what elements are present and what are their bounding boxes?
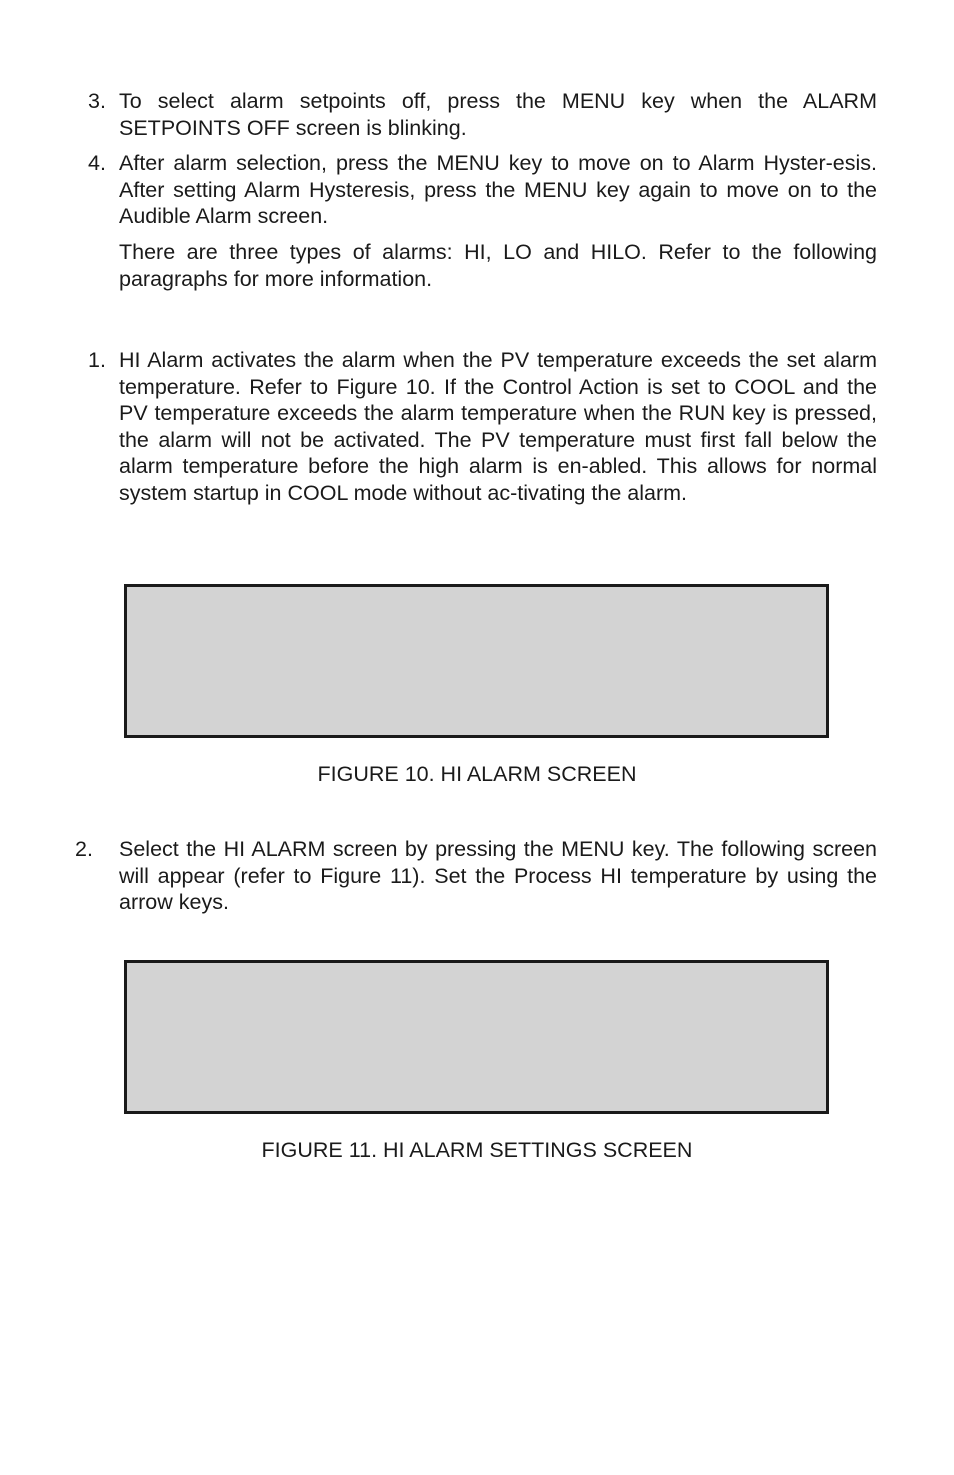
figure-11-caption: FIGURE 11. HI ALARM SETTINGS SCREEN <box>261 1138 693 1162</box>
list-item-3-text: To select alarm setpoints off, press the MENU key when the ALARM SETPOINTS OFF screen is blinking. <box>119 89 877 140</box>
figure-10-caption: FIGURE 10. HI ALARM SCREEN <box>317 762 637 786</box>
list-number-4: 4. <box>88 151 106 175</box>
list-item-4-text: After alarm selection, press the MENU key to move on to Alarm Hyster-esis. After setting Alarm Hysteresis, press the MENU key again to move on to the Audible Alarm screen. <box>119 151 877 228</box>
hi-alarm-lcd-screen <box>124 584 829 738</box>
alarm-types-note: There are three types of alarms: HI, LO and HILO. Refer to the following paragraphs for more information. <box>119 240 877 291</box>
hi-alarm-settings-lcd-screen <box>124 960 829 1114</box>
list-number-3: 3. <box>88 89 106 113</box>
hi-alarm-step-number-2: 2. <box>75 837 93 861</box>
hi-alarm-step-1-text: HI Alarm activates the alarm when the PV temperature exceeds the set alarm temperature. Refer to Figure 10. If the Control Action is set to COOL and the PV temperature exceeds the alarm temperature when the RUN key is pressed, the alarm will not be activated. The PV temperature must first fall below the alarm temperature before the high alarm is en-abled. This allows for normal system startup in COOL mode without ac-tivating the alarm. <box>119 348 877 505</box>
hi-alarm-step-2-text: Select the HI ALARM screen by pressing the MENU key. The following screen will appear (refer to Figure 11). Set the Process HI temperature by using the arrow keys. <box>119 837 877 914</box>
hi-alarm-step-number-1: 1. <box>88 348 106 372</box>
